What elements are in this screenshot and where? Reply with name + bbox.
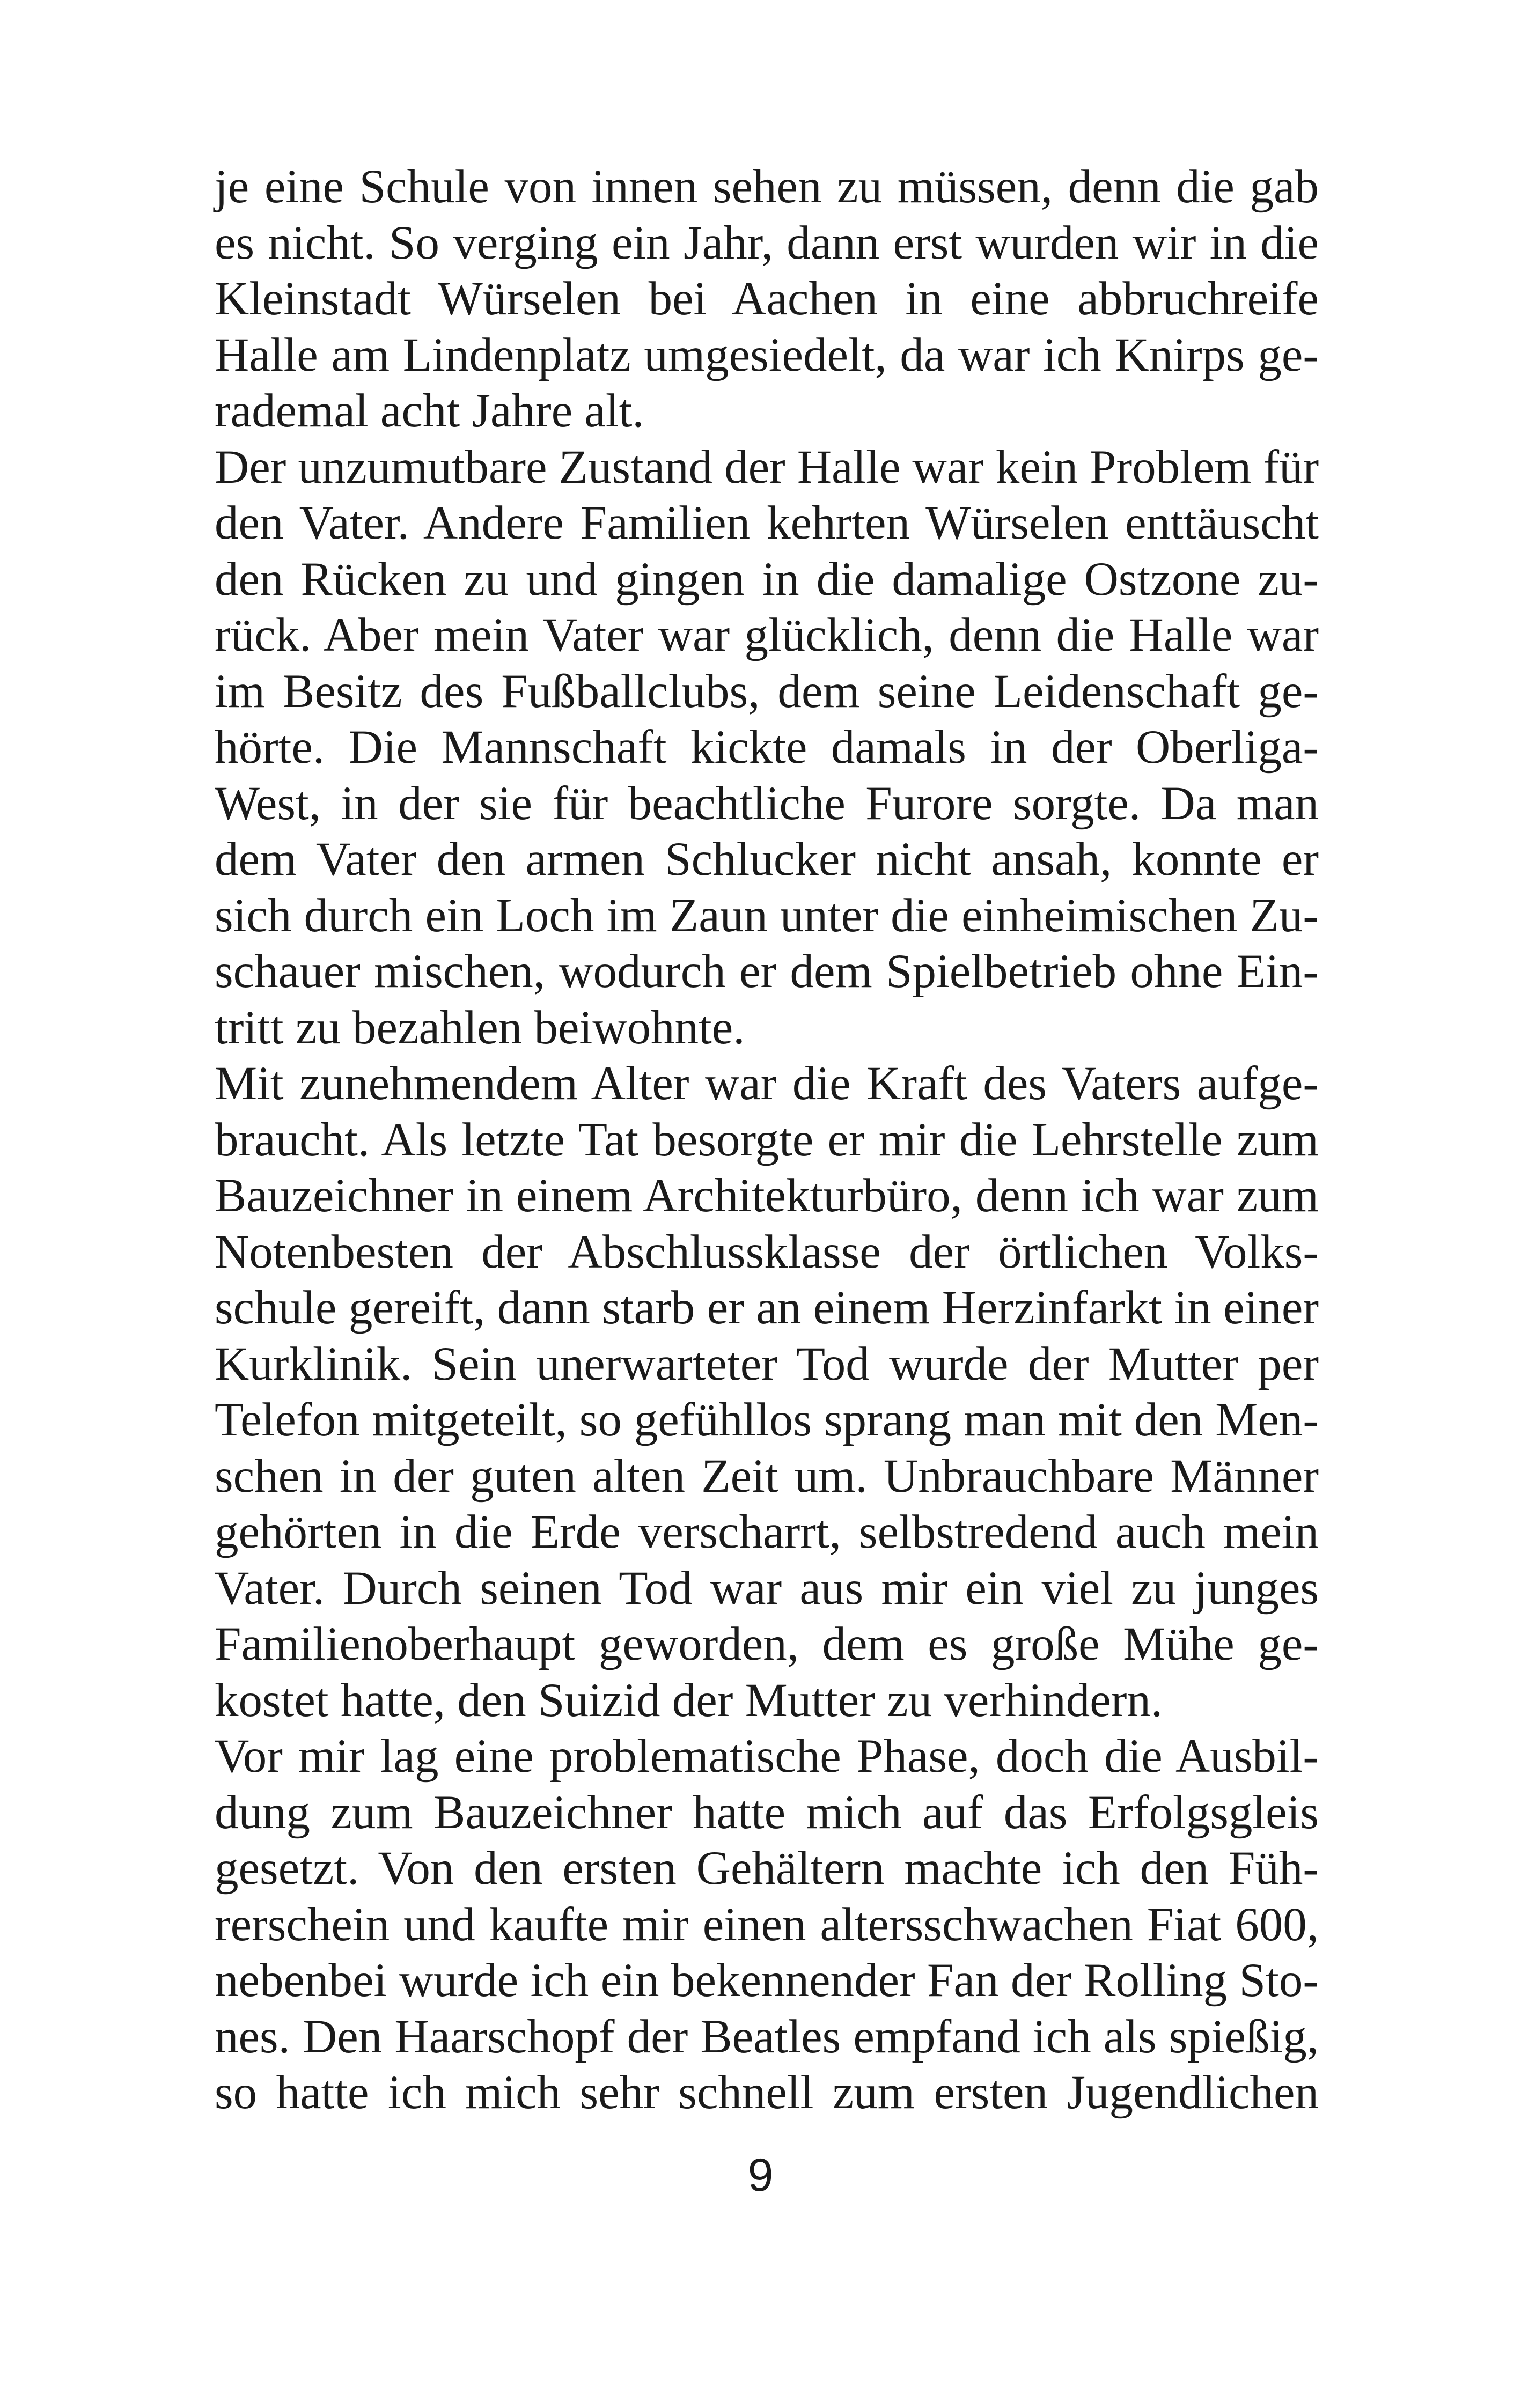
text-line: Telefon mitgeteilt, so gefühllos sprang man mit den Men- bbox=[215, 1394, 1319, 1446]
text-line: im Besitz des Fußballclubs, dem seine Leidenschaft ge- bbox=[215, 665, 1319, 718]
text-line: sich durch ein Loch im Zaun unter die einheimischen Zu- bbox=[215, 889, 1319, 942]
text-line: rademal acht Jahre alt. bbox=[215, 385, 644, 437]
text-line: Bauzeichner in einem Architekturbüro, denn ich war zum bbox=[215, 1169, 1319, 1222]
text-line: schauer mischen, wodurch er dem Spielbetrieb ohne Ein- bbox=[215, 945, 1319, 998]
text-line: Der unzumutbare Zustand der Halle war kein Problem für bbox=[215, 440, 1319, 494]
text-line: Halle am Lindenplatz umgesiedelt, da war ich Knirps ge- bbox=[215, 328, 1319, 381]
text-line: dung zum Bauzeichner hatte mich auf das Erfolgsgleis bbox=[215, 1786, 1319, 1839]
paragraph-4 bbox=[215, 1728, 1319, 2121]
text-line: dem Vater den armen Schlucker nicht ansah, konnte er bbox=[215, 833, 1319, 886]
text-line: nes. Den Haarschopf der Beatles empfand ich als spießig, bbox=[215, 2010, 1319, 2063]
text-line: je eine Schule von innen sehen zu müssen, denn die gab bbox=[215, 160, 1319, 213]
text-line: Familienoberhaupt geworden, dem es große Mühe ge- bbox=[215, 1618, 1319, 1670]
paragraph-2 bbox=[215, 439, 1319, 1056]
text-line: Mit zunehmendem Alter war die Kraft des Vaters aufge- bbox=[215, 1057, 1319, 1110]
page-number: 9 bbox=[747, 2149, 774, 2201]
text-line: tritt zu bezahlen beiwohnte. bbox=[215, 1001, 745, 1054]
text-line: Vor mir lag eine problematische Phase, doch die Ausbil- bbox=[215, 1730, 1319, 1783]
text-line: Notenbesten der Abschlussklasse der örtlichen Volks- bbox=[215, 1225, 1319, 1278]
text-line: West, in der sie für beachtliche Furore sorgte. Da man bbox=[215, 777, 1319, 830]
text-line: Kleinstadt Würselen bei Aachen in eine abbruchreife bbox=[215, 273, 1319, 325]
text-line: hörte. Die Mannschaft kickte damals in der Oberliga- bbox=[215, 721, 1319, 774]
text-line: kostet hatte, den Suizid der Mutter zu verhindern. bbox=[215, 1674, 1163, 1727]
text-line: gehörten in die Erde verscharrt, selbstredend auch mein bbox=[215, 1506, 1319, 1558]
text-line: den Rücken zu und gingen in die damalige Ostzone zu- bbox=[215, 553, 1319, 606]
text-line: den Vater. Andere Familien kehrten Würselen enttäuscht bbox=[215, 497, 1319, 549]
text-line: schule gereift, dann starb er an einem Herzinfarkt in einer bbox=[215, 1282, 1319, 1334]
text-line: Kurklinik. Sein unerwarteter Tod wurde der Mutter per bbox=[215, 1337, 1319, 1390]
text-line: so hatte ich mich sehr schnell zum ersten Jugendlichen bbox=[215, 2066, 1319, 2119]
paragraph-3 bbox=[215, 1056, 1319, 1728]
text-line: gesetzt. Von den ersten Gehältern machte ich den Füh- bbox=[215, 1842, 1319, 1895]
paragraph-1 bbox=[215, 159, 1319, 439]
text-line: rück. Aber mein Vater war glücklich, denn die Halle war bbox=[215, 609, 1319, 661]
text-line: Vater. Durch seinen Tod war aus mir ein viel zu junges bbox=[215, 1562, 1319, 1615]
text-line: rerschein und kaufte mir einen altersschwachen Fiat 600, bbox=[215, 1898, 1319, 1951]
text-line: nebenbei wurde ich ein bekennender Fan der Rolling Sto- bbox=[215, 1954, 1319, 2007]
text-line: es nicht. So verging ein Jahr, dann erst wurden wir in die bbox=[215, 216, 1319, 269]
text-line: braucht. Als letzte Tat besorgte er mir die Lehrstelle zum bbox=[215, 1113, 1319, 1166]
page-body-text bbox=[215, 159, 1319, 2121]
text-line: schen in der guten alten Zeit um. Unbrauchbare Männer bbox=[215, 1449, 1319, 1503]
